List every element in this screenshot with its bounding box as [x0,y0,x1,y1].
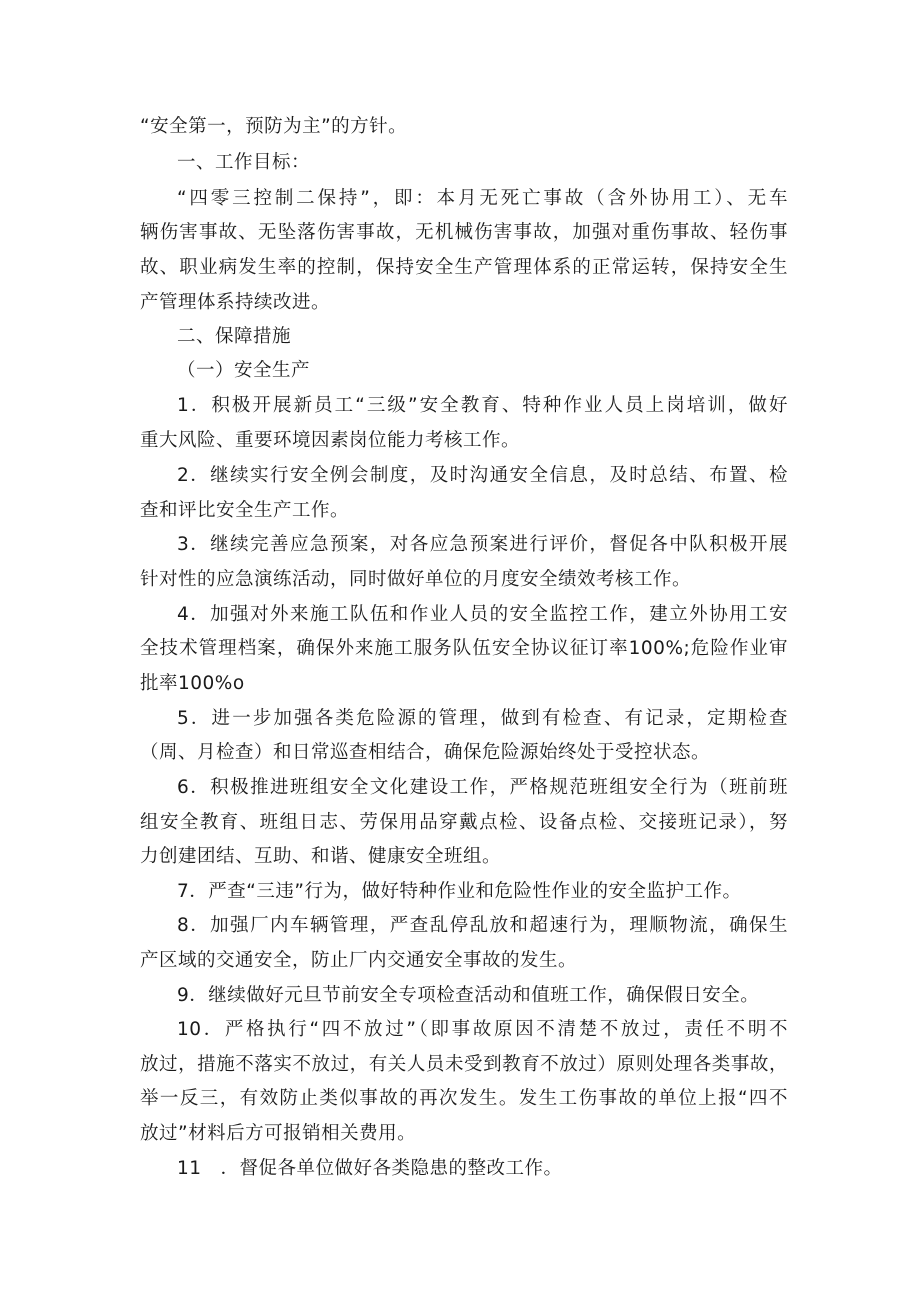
text-line: 举一反三，有效防止类似事故的再次发生。发生工伤事故的单位上报“四不 [140,1088,788,1109]
text-line: 6．积极推进班组安全文化建设工作，严格规范班组安全行为（班前班 [177,777,788,798]
text-line: 7．严查“三违”行为，做好特种作业和危险性作业的安全监护工作。 [177,881,742,902]
text-line: 4．加强对外来施工队伍和作业人员的安全监控工作，建立外协用工安 [177,604,788,625]
text-line: 组安全教育、班组日志、劳保用品穿戴点检、设备点检、交接班记录），努 [140,812,788,833]
text-line: 重大风险、重要环境因素岗位能力考核工作。 [140,430,521,451]
text-line: 3．继续完善应急预案，对各应急预案进行评价，督促各中队积极开展 [177,534,788,555]
text-line: 产区域的交通安全，防止厂内交通安全事故的发生。 [140,950,578,971]
text-line: 查和评比安全生产工作。 [140,500,350,521]
text-line: 产管理体系持续改进。 [140,292,331,313]
text-line: 1．积极开展新员工“三级”安全教育、特种作业人员上岗培训，做好 [177,395,788,416]
text-line: 11 ．督促各单位做好各类隐患的整改工作。 [177,1158,563,1179]
text-line: 8．加强厂内车辆管理，严查乱停乱放和超速行为，理顺物流，确保生 [177,915,788,936]
text-line: 批率100%o [140,673,245,694]
section-heading: 二、保障措施 [177,326,292,347]
text-line: 全技术管理档案，确保外来施工服务队伍安全协议征订率100%;危险作业审 [140,638,788,659]
text-line: 2．继续实行安全例会制度，及时沟通安全信息，及时总结、布置、检 [177,465,788,486]
text-line: “安全第一，预防为主”的方针。 [140,116,408,137]
text-line: （周、月检查）和日常巡查相结合，确保危险源始终处于受控状态。 [140,742,711,763]
text-line: 放过，措施不落实不放过，有关人员未受到教育不放过）原则处理各类事故， [140,1054,788,1075]
text-line: 力创建团结、互助、和谐、健康安全班组。 [140,846,502,867]
subsection-heading: （一）安全生产 [177,360,311,381]
text-line: “四零三控制二保持”，即：本月无死亡事故（含外协用工）、无车 [177,188,788,209]
text-line: 故、职业病发生率的控制，保持安全生产管理体系的正常运转，保持安全生 [140,257,788,278]
text-line: 辆伤害事故、无坠落伤害事故，无机械伤害事故，加强对重伤事故、轻伤事 [140,222,788,243]
text-line: 5．进一步加强各类危险源的管理，做到有检查、有记录，定期检查 [177,708,788,729]
text-line: 放过”材料后方可报销相关费用。 [140,1123,417,1144]
section-heading: 一、工作目标： [177,152,311,173]
text-line: 针对性的应急演练活动，同时做好单位的月度安全绩效考核工作。 [140,569,692,590]
text-line: 10．严格执行“四不放过”（即事故原因不清楚不放过，责任不明不 [177,1019,788,1040]
text-line: 9．继续做好元旦节前安全专项检查活动和值班工作，确保假日安全。 [177,985,760,1006]
